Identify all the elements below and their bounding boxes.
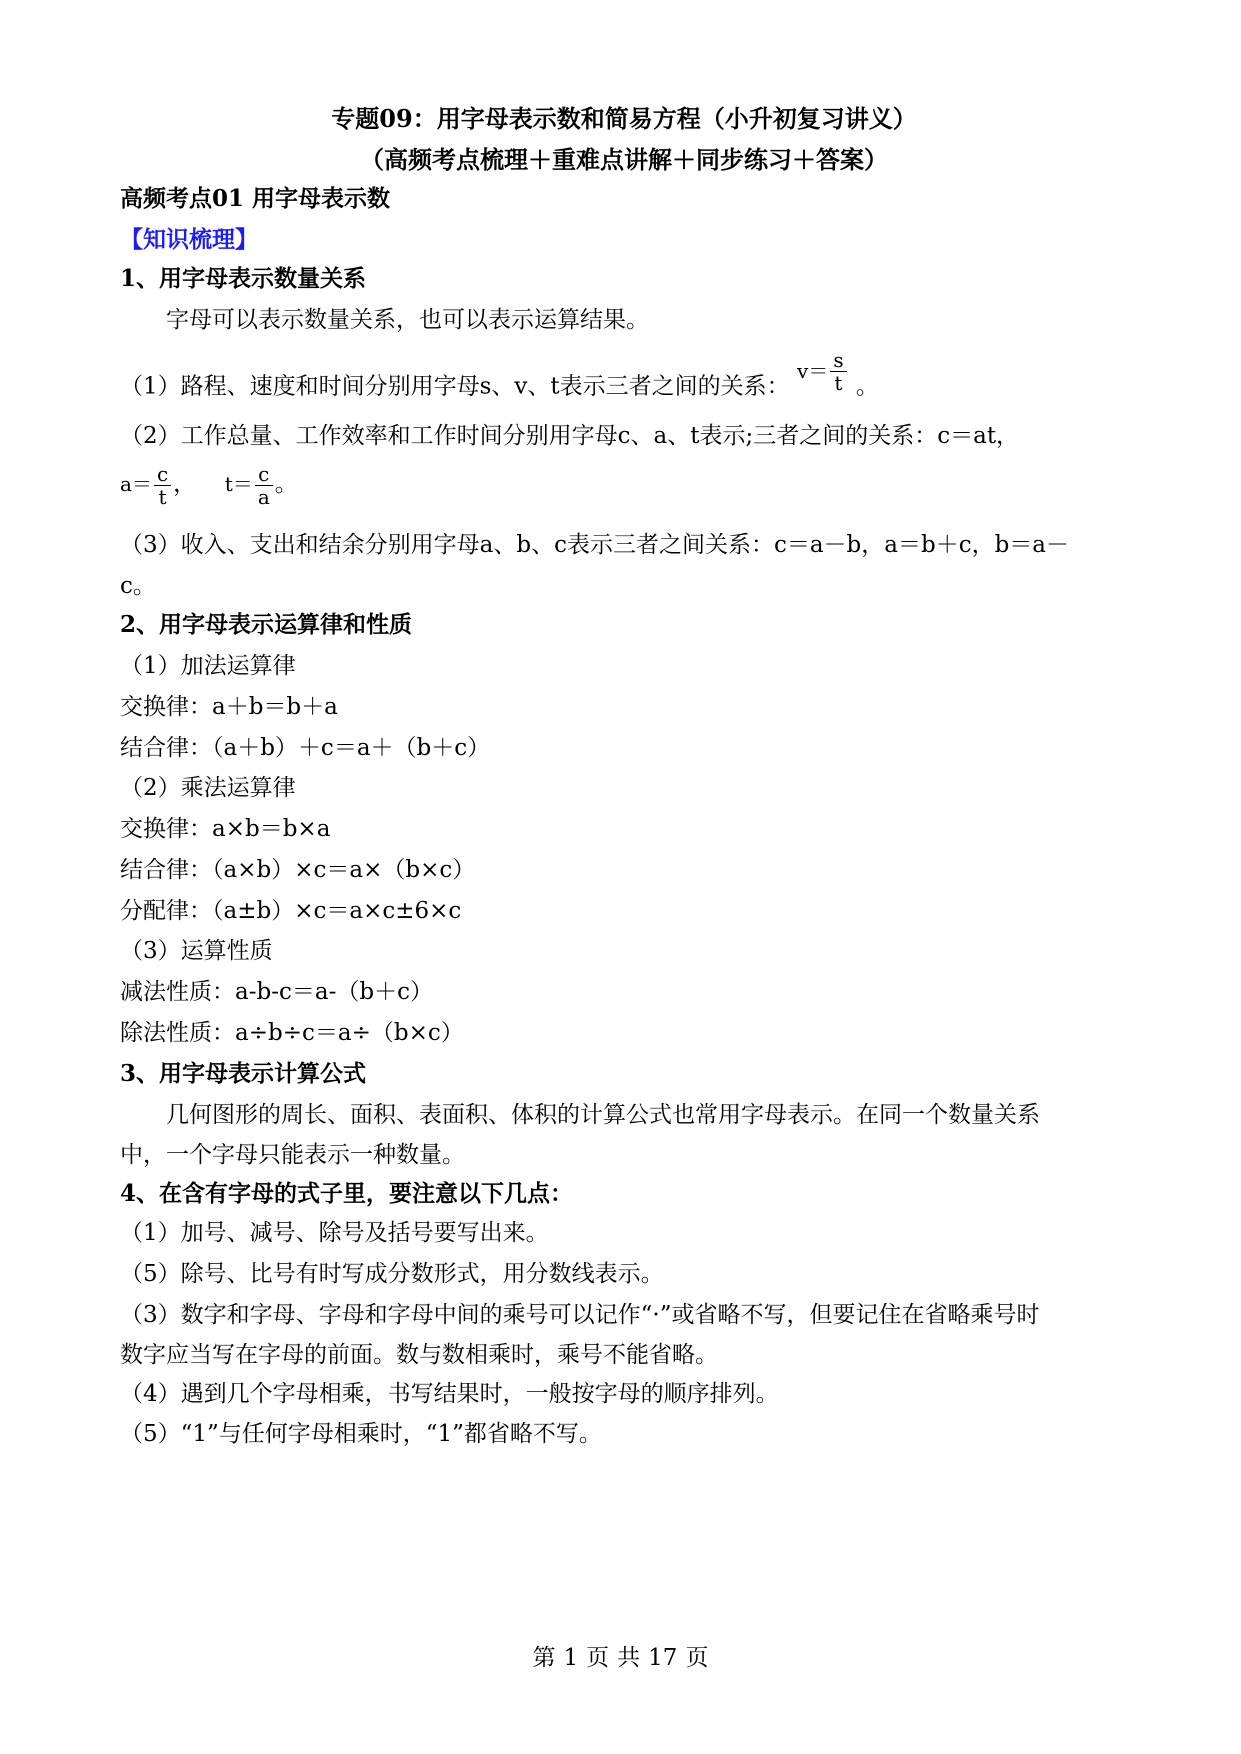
note-3-line-2: 数字应当写在字母的前面。数与数相乘时，乘号不能省略。: [120, 1342, 718, 1368]
note-1: （1）加号、减号、除号及括号要写出来。: [120, 1220, 549, 1246]
note-3-line-1: （3）数字和字母、字母和字母中间的乘号可以记作“·”或省略不写，但要记住在省略乘号时: [120, 1302, 1040, 1328]
item-1: （1）路程、速度和时间分别用字母s、v、t表示三者之间的关系： v＝ $\frac{s}{t}$ 。: [120, 348, 879, 400]
add-law: （1）加法运算律: [120, 653, 296, 679]
mul-commutative: 交换律：a×b＝b×a: [120, 816, 331, 842]
add-associative: 结合律：（a＋b）＋c＝a＋（b＋c）: [120, 735, 491, 761]
operation-properties: （3）运算性质: [120, 938, 273, 964]
section-heading: 高频考点01 用字母表示数: [120, 185, 391, 212]
item-1-text: （1）路程、速度和时间分别用字母s、v、t表示三者之间的关系：: [120, 373, 790, 400]
add-commutative: 交换律：a＋b＝b＋a: [120, 694, 338, 720]
formula-v: v＝ $\frac{s}{t}$: [797, 358, 856, 384]
heading-2: 2、用字母表示运算律和性质: [120, 611, 413, 638]
mul-associative: 结合律：（a×b）×c＝a×（b×c）: [120, 857, 476, 883]
heading-1: 1、用字母表示数量关系: [120, 265, 367, 292]
fraction-c-a: $\frac{c}{a}$: [255, 463, 273, 508]
subtraction-property: 减法性质：a-b-c＝a-（b＋c）: [120, 979, 433, 1005]
item-2: （2）工作总量、工作效率和工作时间分别用字母c、a、t表示;三者之间的关系：c＝at，: [120, 423, 1020, 449]
division-property: 除法性质：a÷b÷c＝a÷（b×c）: [120, 1020, 464, 1046]
note-5: （5）“1”与任何字母相乘时，“1”都省略不写。: [120, 1421, 602, 1447]
mul-distributive: 分配律：（a±b）×c＝a×c±6×c: [120, 898, 462, 924]
page-footer: 第 1 页 共 17 页: [532, 1645, 709, 1671]
page-number: 1: [563, 1645, 579, 1671]
item-2-formulas: a＝ $\frac{c}{t}$ ， t＝ $\frac{c}{a}$ 。: [120, 461, 298, 509]
total-pages: 17: [648, 1645, 678, 1671]
item-3-line-2: c。: [120, 573, 156, 599]
knowledge-tag: 【知识梳理】: [120, 226, 258, 253]
note-4: （4）遇到几个字母相乘，书写结果时，一般按字母的顺序排列。: [120, 1381, 779, 1407]
paragraph-3-line-2: 中，一个字母只能表示一种数量。: [120, 1142, 465, 1168]
heading-3: 3、用字母表示计算公式: [120, 1060, 367, 1087]
mul-law: （2）乘法运算律: [120, 775, 296, 801]
note-2: （5）除号、比号有时写成分数形式，用分数线表示。: [120, 1261, 664, 1287]
document-subtitle: （高频考点梳理＋重难点讲解＋同步练习＋答案）: [360, 145, 888, 174]
paragraph-3-line-1: 几何图形的周长、面积、表面积、体积的计算公式也常用字母表示。在同一个数量关系: [166, 1102, 1040, 1128]
item-3-line-1: （3）收入、支出和结余分别用字母a、b、c表示三者之间关系：c＝a－b，a＝b＋c，b＝a－: [120, 532, 1070, 558]
document-page: [120, 0, 1128, 1754]
fraction-c-t: $\frac{c}{t}$: [154, 463, 171, 508]
document-title: 专题09：用字母表示数和简易方程（小升初复习讲义）: [331, 104, 917, 133]
heading-4: 4、在含有字母的式子里，要注意以下几点：: [120, 1180, 574, 1207]
paragraph-1: 字母可以表示数量关系，也可以表示运算结果。: [166, 307, 649, 333]
fraction-s-t: $\frac{s}{t}$: [830, 349, 846, 394]
